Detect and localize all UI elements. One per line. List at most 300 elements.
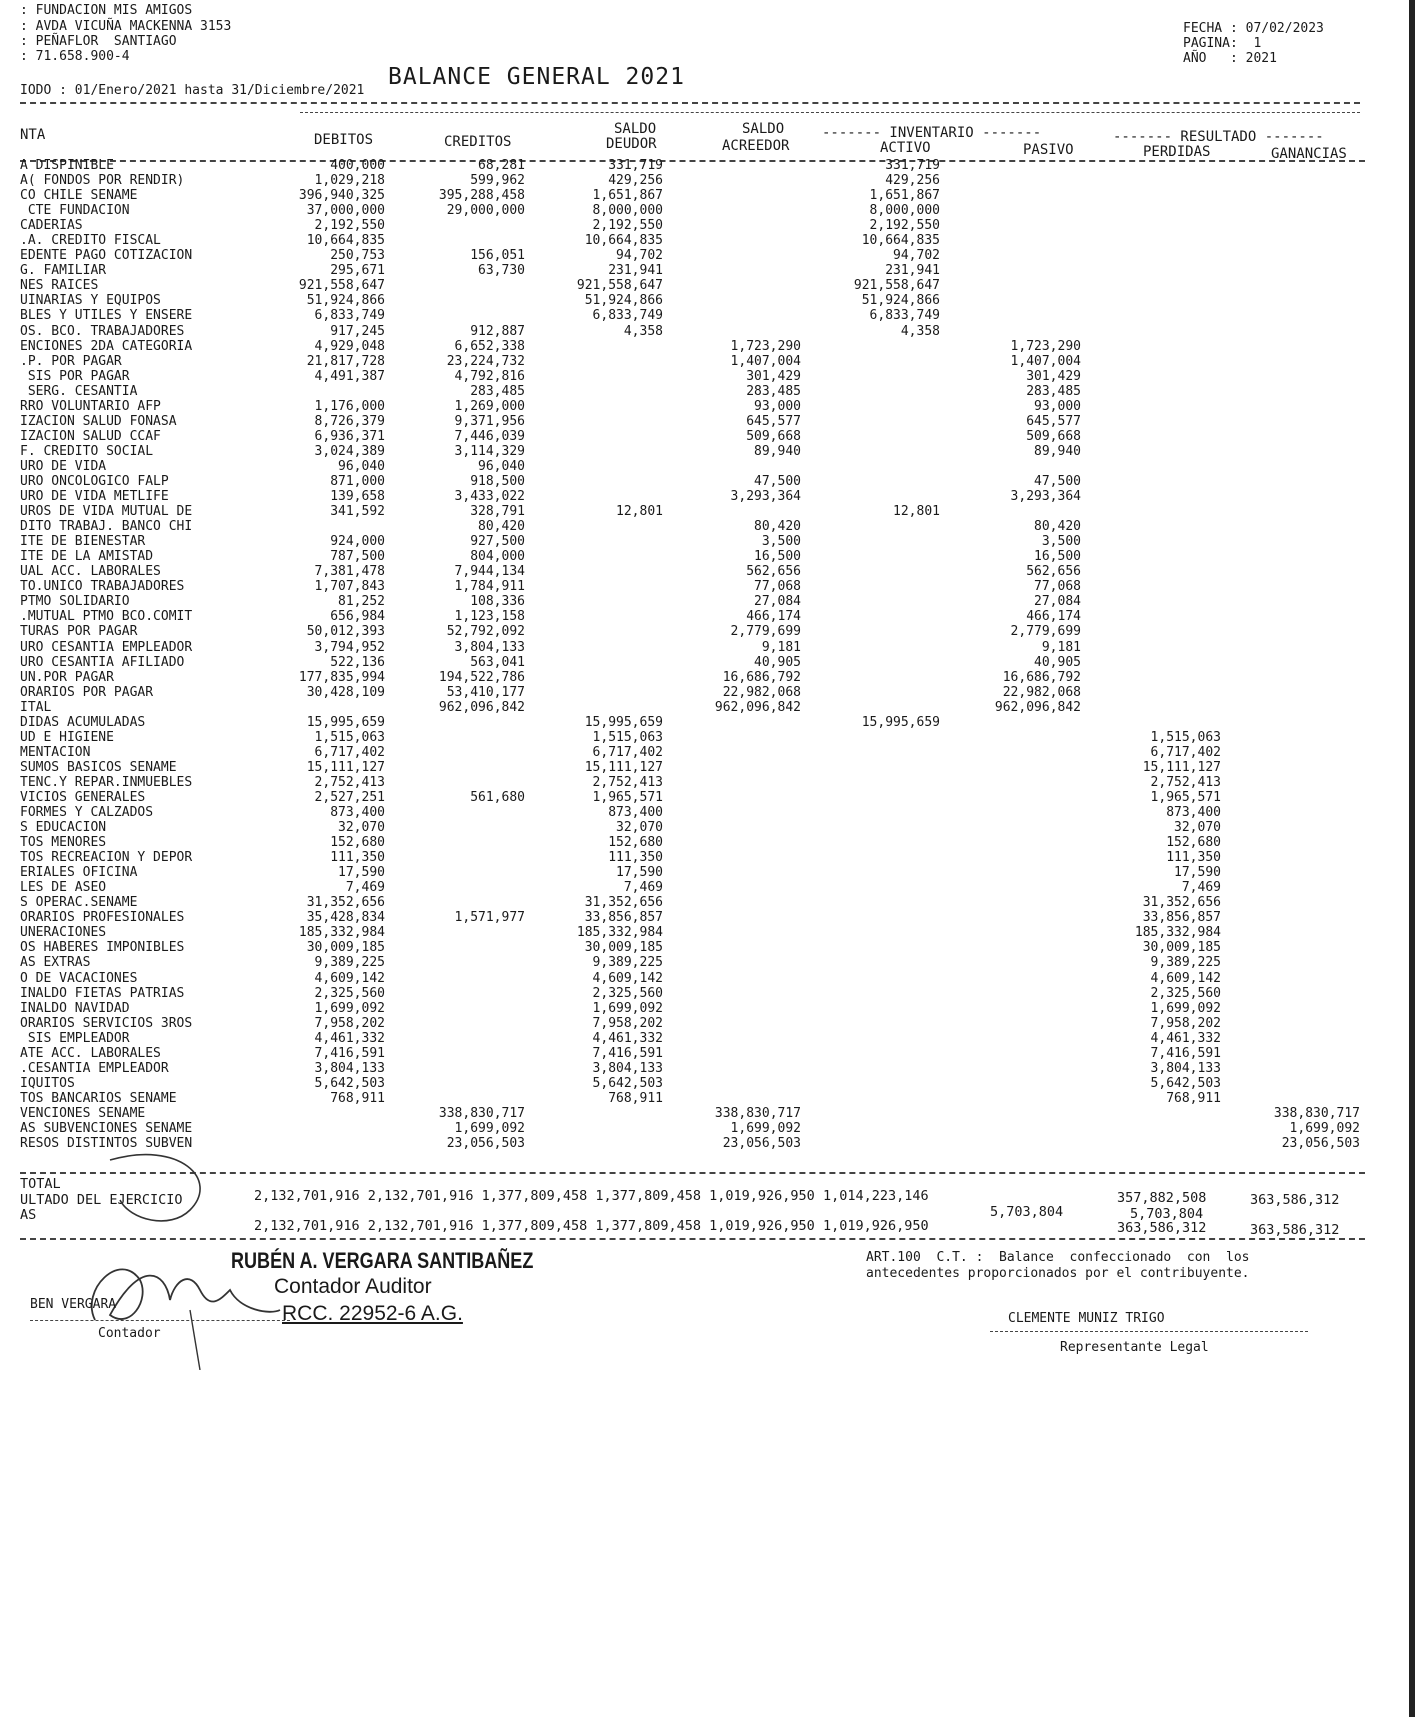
ledger-row [0,324,1415,339]
fecha-label: FECHA : 07/02/2023 [1183,21,1324,36]
auditor-name: RUBÉN A. VERGARA SANTIBAÑEZ [231,1248,534,1273]
pasivo-cell: 80,420 [1034,519,1081,535]
col-saldo-deudor-1: SALDO [614,121,657,137]
perdidas-cell: 111,350 [1166,850,1221,866]
creditos-cell: 563,041 [470,654,525,670]
debitos-cell: 1,029,218 [314,173,385,189]
perdidas-cell: 3,804,133 [1150,1060,1221,1076]
ledger-row [0,414,1415,429]
perdidas-cell: 873,400 [1166,805,1221,821]
creditos-cell: 338,830,717 [438,1105,525,1121]
debitos-cell: 400,000 [330,158,385,173]
creditos-cell: 3,114,329 [454,443,525,459]
ledger-row [0,579,1415,594]
saldo-deudor-cell: 7,469 [623,880,663,896]
debitos-cell: 185,332,984 [298,925,385,941]
header-divider [20,102,1360,104]
col-cuenta: NTA [20,127,46,143]
perdidas-cell: 7,416,591 [1150,1045,1221,1061]
account-name: G. FAMILIAR [20,263,107,279]
col-saldo-acreedor-1: SALDO [742,121,785,137]
creditos-cell: 194,522,786 [438,669,525,685]
account-name: ITAL [20,699,52,715]
debitos-cell: 8,726,379 [314,413,385,429]
saldo-acreedor-cell: 16,686,792 [722,669,801,685]
debitos-cell: 295,671 [330,263,385,279]
saldo-deudor-cell: 768,911 [608,1090,663,1106]
debitos-cell: 96,040 [338,458,385,474]
perdidas-cell: 31,352,656 [1142,895,1221,911]
creditos-cell: 1,123,158 [454,609,525,625]
account-name: ATE ACC. LABORALES [20,1045,161,1061]
auditor-rcc: RCC. 22952-6 A.G. [282,1302,463,1325]
perdidas-cell: 17,590 [1174,865,1221,881]
col-debitos: DEBITOS [314,132,374,148]
creditos-cell: 927,500 [470,534,525,550]
debitos-cell: 7,469 [345,880,385,896]
saldo-deudor-cell: 4,358 [623,323,663,339]
pasivo-cell: 2,779,699 [1010,624,1081,640]
saldo-deudor-cell: 1,515,063 [592,729,663,745]
ledger-row [0,925,1415,940]
account-name: DITO TRABAJ. BANCO CHI [20,519,193,535]
ledger-row [0,1046,1415,1061]
debitos-cell: 31,352,656 [306,895,385,911]
saldo-acreedor-cell: 27,084 [754,594,801,610]
creditos-cell: 3,433,022 [454,489,525,505]
company-name: : FUNDACION MIS AMIGOS [20,3,193,18]
debitos-cell: 32,070 [338,820,385,836]
pasivo-cell: 89,940 [1034,443,1081,459]
ledger-row [0,1076,1415,1091]
account-name: INALDO NAVIDAD [20,1000,130,1016]
debitos-cell: 873,400 [330,805,385,821]
ledger-row [0,670,1415,685]
activo-cell: 12,801 [893,504,940,520]
perdidas-cell: 7,958,202 [1150,1015,1221,1031]
account-name: CO CHILE SENAME [20,188,138,204]
saldo-deudor-cell: 111,350 [608,850,663,866]
perdidas-cell: 152,680 [1166,835,1221,851]
account-name: TOS RECREACION Y DEPOR [20,850,193,866]
account-name: LES DE ASEO [20,880,107,896]
saldo-acreedor-cell: 3,293,364 [730,489,801,505]
account-name: EDENTE PAGO COTIZACION [20,248,193,264]
account-name: ITE DE LA AMISTAD [20,549,154,565]
creditos-cell: 6,652,338 [454,338,525,354]
pasivo-cell: 22,982,068 [1002,684,1081,700]
debitos-cell: 522,136 [330,654,385,670]
ledger-row [0,835,1415,850]
account-name: OS. BCO. TRABAJADORES [20,323,185,339]
ledger-row [0,444,1415,459]
account-name: CADERIAS [20,218,83,234]
saldo-deudor-cell: 231,941 [608,263,663,279]
creditos-cell: 599,962 [470,173,525,189]
account-name: ORARIOS POR PAGAR [20,684,154,700]
saldo-deudor-cell: 2,192,550 [592,218,663,234]
account-name: FORMES Y CALZADOS [20,805,154,821]
debitos-cell: 3,794,952 [314,639,385,655]
saldo-acreedor-cell: 2,779,699 [730,624,801,640]
account-name: .CESANTIA EMPLEADOR [20,1060,169,1076]
ledger-row [0,986,1415,1001]
debitos-cell: 15,111,127 [306,759,385,775]
ledger-row [0,895,1415,910]
saldo-deudor-cell: 331,719 [608,158,663,173]
ledger-row [0,489,1415,504]
col-saldo-deudor-2: DEUDOR [606,136,657,152]
account-name: ORARIOS PROFESIONALES [20,910,185,926]
periodo-line: IODO : 01/Enero/2021 hasta 31/Diciembre/2021 [20,83,365,98]
ledger-row [0,1061,1415,1076]
col-inventario: ------- INVENTARIO ------- [822,125,1042,141]
saldo-acreedor-cell: 338,830,717 [714,1105,801,1121]
auditor-title: Contador Auditor [274,1275,432,1298]
debitos-cell: 4,461,332 [314,1030,385,1046]
creditos-cell: 1,269,000 [454,398,525,414]
saldo-deudor-cell: 7,416,591 [592,1045,663,1061]
account-name: TO.UNICO TRABAJADORES [20,579,185,595]
col-creditos: CREDITOS [444,134,512,150]
debitos-cell: 21,817,728 [306,353,385,369]
debitos-cell: 15,995,659 [306,714,385,730]
account-name: VENCIONES SENAME [20,1105,146,1121]
creditos-cell: 9,371,956 [454,413,525,429]
saldo-acreedor-cell: 301,429 [746,368,801,384]
ledger-row [0,971,1415,986]
ledger-row [0,880,1415,895]
pasivo-cell: 466,174 [1026,609,1081,625]
debitos-cell: 1,707,843 [314,579,385,595]
creditos-cell: 804,000 [470,549,525,565]
perdidas-cell: 6,717,402 [1150,744,1221,760]
ledger-row [0,1091,1415,1106]
perdidas-cell: 9,389,225 [1150,955,1221,971]
ledger-row [0,715,1415,730]
ledger-row [0,940,1415,955]
debitos-cell: 7,381,478 [314,564,385,580]
creditos-cell: 918,500 [470,473,525,489]
saldo-deudor-cell: 6,717,402 [592,744,663,760]
saldo-deudor-cell: 152,680 [608,835,663,851]
debitos-cell: 50,012,393 [306,624,385,640]
ledger-row [0,354,1415,369]
saldo-acreedor-cell: 47,500 [754,473,801,489]
creditos-cell: 7,944,134 [454,564,525,580]
saldo-acreedor-cell: 89,940 [754,443,801,459]
activo-cell: 4,358 [900,323,940,339]
ledger-row [0,233,1415,248]
account-name: TOS MENORES [20,835,107,851]
contador-label: Contador [98,1326,161,1341]
activo-cell: 1,651,867 [869,188,940,204]
creditos-cell: 63,730 [478,263,525,279]
activo-cell: 8,000,000 [869,203,940,219]
account-name: UINARIAS Y EQUIPOS [20,293,161,309]
ledger-row [0,760,1415,775]
account-name: IQUITOS [20,1075,75,1091]
saldo-acreedor-cell: 9,181 [761,639,801,655]
saldo-deudor-cell: 921,558,647 [576,278,663,294]
activo-cell: 429,256 [885,173,940,189]
account-name: DIDAS ACUMULADAS [20,714,146,730]
perdidas-cell: 4,609,142 [1150,970,1221,986]
account-name: BLES Y UTILES Y ENSERE [20,308,193,324]
saldo-deudor-cell: 31,352,656 [584,895,663,911]
saldo-deudor-cell: 185,332,984 [576,925,663,941]
account-name: UNERACIONES [20,925,107,941]
total-perdidas: 357,882,508 [1117,1190,1207,1206]
ganancias-cell: 23,056,503 [1281,1136,1360,1152]
saldo-deudor-cell: 10,664,835 [584,233,663,249]
perdidas-cell: 4,461,332 [1150,1030,1221,1046]
ledger-row [0,474,1415,489]
representante-name: CLEMENTE MUNIZ TRIGO [1008,1311,1165,1326]
ledger-row [0,850,1415,865]
activo-cell: 10,664,835 [861,233,940,249]
account-name: SIS EMPLEADOR [20,1030,130,1046]
perdidas-cell: 768,911 [1166,1090,1221,1106]
ledger-row [0,805,1415,820]
ledger-row [0,519,1415,534]
pasivo-cell: 47,500 [1034,473,1081,489]
saldo-deudor-cell: 1,965,571 [592,789,663,805]
saldo-deudor-cell: 873,400 [608,805,663,821]
account-name: O DE VACACIONES [20,970,138,986]
activo-cell: 51,924,866 [861,293,940,309]
col-ganancias: GANANCIAS [1271,146,1347,162]
pasivo-cell: 509,668 [1026,428,1081,444]
pasivo-cell: 3,500 [1041,534,1081,550]
activo-cell: 921,558,647 [853,278,940,294]
debitos-cell: 4,609,142 [314,970,385,986]
debitos-cell: 924,000 [330,534,385,550]
account-name: IZACION SALUD CCAF [20,428,161,444]
debitos-cell: 2,527,251 [314,789,385,805]
debitos-cell: 7,958,202 [314,1015,385,1031]
perdidas-cell: 15,111,127 [1142,759,1221,775]
ledger-row [0,1016,1415,1031]
col-activo: ACTIVO [880,140,931,156]
account-name: URO DE VIDA METLIFE [20,489,169,505]
pasivo-cell: 962,096,842 [994,699,1081,715]
debitos-cell: 917,245 [330,323,385,339]
ledger-row [0,910,1415,925]
saldo-acreedor-cell: 509,668 [746,428,801,444]
creditos-cell: 68,281 [478,158,525,173]
saldo-deudor-cell: 6,833,749 [592,308,663,324]
saldo-deudor-cell: 7,958,202 [592,1015,663,1031]
ledger-row [0,203,1415,218]
header-divider-2 [300,112,1360,113]
account-name: VICIOS GENERALES [20,789,146,805]
creditos-cell: 3,804,133 [454,639,525,655]
account-name: URO ONCOLOGICO FALP [20,473,169,489]
account-name: .A. CREDITO FISCAL [20,233,161,249]
ledger-row [0,158,1415,173]
perdidas-cell: 33,856,857 [1142,910,1221,926]
resultado-perdidas: 5,703,804 [1130,1206,1204,1222]
saldo-deudor-cell: 4,461,332 [592,1030,663,1046]
ledger-row [0,429,1415,444]
saldo-acreedor-cell: 77,068 [754,579,801,595]
debitos-cell: 1,515,063 [314,729,385,745]
document-title: BALANCE GENERAL 2021 [388,64,685,90]
perdidas-cell: 1,699,092 [1150,1000,1221,1016]
pasivo-cell: 1,407,004 [1010,353,1081,369]
saldo-deudor-cell: 12,801 [616,504,663,520]
debitos-cell: 341,592 [330,504,385,520]
pasivo-cell: 9,181 [1041,639,1081,655]
ledger-row [0,640,1415,655]
account-name: ENCIONES 2DA CATEGORIA [20,338,193,354]
debitos-cell: 139,658 [330,489,385,505]
perdidas-cell: 1,515,063 [1150,729,1221,745]
account-name: AS EXTRAS [20,955,91,971]
resultado-label: ULTADO DEL EJERCICIO [20,1192,183,1208]
suma-ganancias: 363,586,312 [1250,1222,1340,1238]
account-name: A DISPINIBLE [20,158,114,173]
ledger-row [0,624,1415,639]
ledger-row [0,564,1415,579]
debitos-cell: 6,717,402 [314,744,385,760]
art100-line2: antecedentes proporcionados por el contribuyente. [866,1266,1250,1281]
creditos-cell: 23,056,503 [446,1136,525,1152]
ledger-row [0,369,1415,384]
contador-line [30,1320,290,1321]
debitos-cell: 1,176,000 [314,398,385,414]
saldo-deudor-cell: 429,256 [608,173,663,189]
perdidas-cell: 7,469 [1181,880,1221,896]
account-name: NES RAICES [20,278,99,294]
ledger-row [0,188,1415,203]
account-name: URO DE VIDA [20,458,107,474]
contador-name: BEN VERGARA [30,1297,117,1312]
account-name: TENC.Y REPAR.INMUEBLES [20,774,193,790]
saldo-deudor-cell: 2,325,560 [592,985,663,1001]
pasivo-cell: 3,293,364 [1010,489,1081,505]
total-values: 2,132,701,916 2,132,701,916 1,377,809,458 1,377,809,458 1,019,926,950 1,014,223,146 [254,1188,929,1204]
creditos-cell: 108,336 [470,594,525,610]
debitos-cell: 4,491,387 [314,368,385,384]
total-ganancias: 363,586,312 [1250,1192,1340,1208]
saldo-deudor-cell: 15,995,659 [584,714,663,730]
creditos-cell: 1,784,911 [454,579,525,595]
activo-cell: 331,719 [885,158,940,173]
saldo-deudor-cell: 32,070 [616,820,663,836]
saldo-deudor-cell: 1,699,092 [592,1000,663,1016]
account-name: S EDUCACION [20,820,107,836]
col-pasivo: PASIVO [1023,142,1074,158]
account-name: .MUTUAL PTMO BCO.COMIT [20,609,193,625]
debitos-cell: 17,590 [338,865,385,881]
col-perdidas: PERDIDAS [1143,144,1211,160]
ledger-row [0,339,1415,354]
scan-edge [1409,0,1415,1717]
pasivo-cell: 27,084 [1034,594,1081,610]
saldo-deudor-cell: 2,752,413 [592,774,663,790]
debitos-cell: 37,000,000 [306,203,385,219]
account-name: IZACION SALUD FONASA [20,413,177,429]
saldo-deudor-cell: 33,856,857 [584,910,663,926]
creditos-cell: 395,288,458 [438,188,525,204]
creditos-cell: 29,000,000 [446,203,525,219]
saldo-acreedor-cell: 1,407,004 [730,353,801,369]
ledger-row [0,1106,1415,1121]
pasivo-cell: 1,723,290 [1010,338,1081,354]
saldo-deudor-cell: 17,590 [616,865,663,881]
debitos-cell: 35,428,834 [306,910,385,926]
debitos-cell: 250,753 [330,248,385,264]
account-name: URO CESANTIA AFILIADO [20,654,185,670]
ledger-row [0,293,1415,308]
resultado-pasivo: 5,703,804 [990,1204,1064,1220]
debitos-cell: 3,024,389 [314,443,385,459]
debitos-cell: 30,428,109 [306,684,385,700]
creditos-cell: 80,420 [478,519,525,535]
debitos-cell: 51,924,866 [306,293,385,309]
debitos-cell: 10,664,835 [306,233,385,249]
activo-cell: 231,941 [885,263,940,279]
debitos-cell: 396,940,325 [298,188,385,204]
activo-cell: 6,833,749 [869,308,940,324]
ledger-row [0,549,1415,564]
col-saldo-acreedor-2: ACREEDOR [722,138,790,154]
debitos-cell: 871,000 [330,473,385,489]
col-resultado: ------- RESULTADO ------- [1113,129,1324,145]
ledger-row [0,745,1415,760]
creditos-cell: 52,792,092 [446,624,525,640]
saldo-deudor-cell: 51,924,866 [584,293,663,309]
ledger-row [0,263,1415,278]
suma-perdidas: 363,586,312 [1117,1220,1207,1236]
creditos-cell: 328,791 [470,504,525,520]
account-name: TOS BANCARIOS SENAME [20,1090,177,1106]
account-name: SUMOS BASICOS SENAME [20,759,177,775]
saldo-acreedor-cell: 283,485 [746,383,801,399]
saldo-acreedor-cell: 80,420 [754,519,801,535]
account-name: MENTACION [20,744,91,760]
account-name: S OPERAC.SENAME [20,895,138,911]
ledger-row [0,700,1415,715]
ledger-row [0,399,1415,414]
account-name: A( FONDOS POR RENDIR) [20,173,185,189]
creditos-cell: 96,040 [478,458,525,474]
saldo-acreedor-cell: 466,174 [746,609,801,625]
debitos-cell: 111,350 [330,850,385,866]
anio-label: AÑO : 2021 [1183,51,1277,66]
creditos-cell: 1,699,092 [454,1121,525,1136]
account-name: UN.POR PAGAR [20,669,114,685]
saldo-deudor-cell: 15,111,127 [584,759,663,775]
saldo-deudor-cell: 9,389,225 [592,955,663,971]
ledger-row [0,865,1415,880]
perdidas-cell: 2,325,560 [1150,985,1221,1001]
pasivo-cell: 16,500 [1034,549,1081,565]
saldo-deudor-cell: 94,702 [616,248,663,264]
saldo-deudor-cell: 4,609,142 [592,970,663,986]
ledger-row [0,820,1415,835]
creditos-cell: 156,051 [470,248,525,264]
pasivo-cell: 283,485 [1026,383,1081,399]
account-name: F. CREDITO SOCIAL [20,443,154,459]
debitos-cell: 787,500 [330,549,385,565]
debitos-cell: 2,752,413 [314,774,385,790]
perdidas-cell: 5,642,503 [1150,1075,1221,1091]
creditos-cell: 7,446,039 [454,428,525,444]
creditos-cell: 962,096,842 [438,699,525,715]
